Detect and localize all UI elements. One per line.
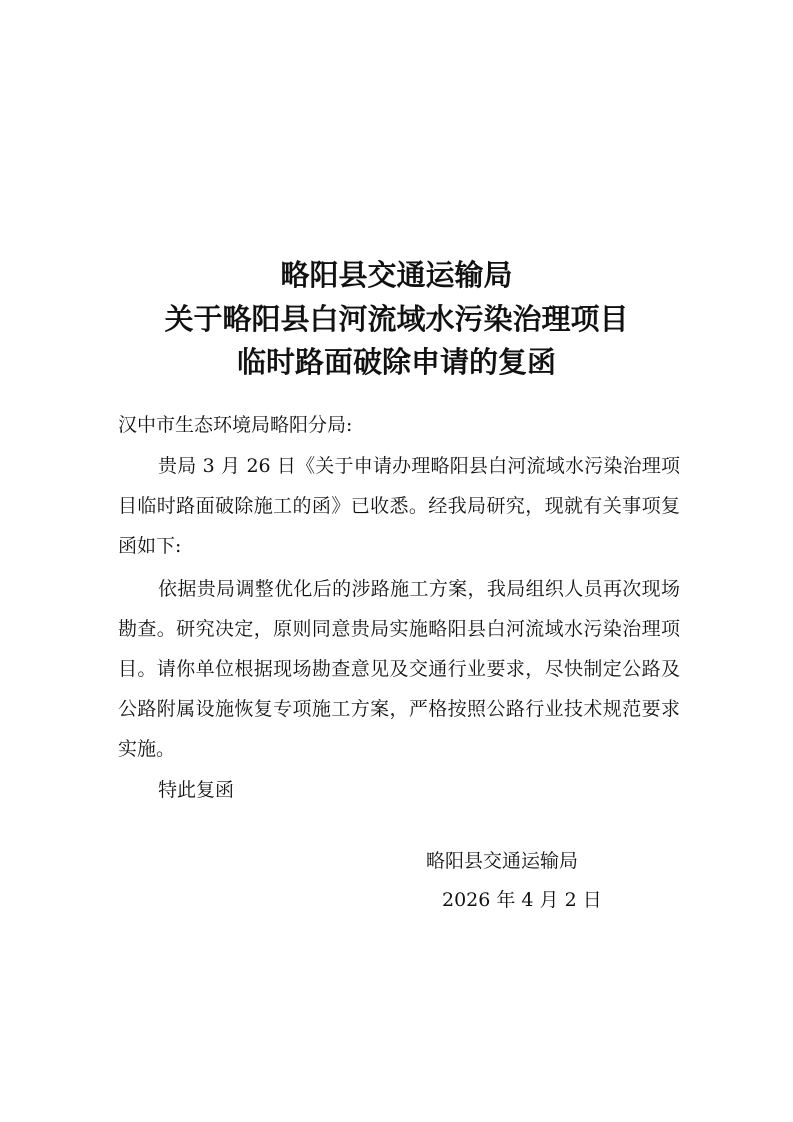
signature-organization: 略阳县交通运输局 [426, 850, 579, 872]
document-title-line-3: 临时路面破除申请的复函 [236, 345, 556, 379]
body-paragraph-2: 依据贵局调整优化后的涉路施工方案，我局组织人员再次现场勘查。研究决定，原则同意贵局实施略阳县白河流域水污染治理项目。请你单位根据现场勘查意见及交通行业要求，尽快制定公路及公路附属设施恢复专项施工方案，严格按照公路行业技术规范要求实施。 [118, 578, 680, 760]
signature-date: 2026 年 4 月 2 日 [442, 889, 602, 911]
document-title-line-1: 略阳县交通运输局 [280, 258, 513, 292]
closing-line: 特此复函 [158, 779, 235, 801]
body-paragraph-1: 贵局 3 月 26 日《关于申请办理略阳县白河流域水污染治理项目临时路面破除施工的函》已收悉。经我局研究，现就有关事项复函如下: [118, 455, 680, 557]
document-title-line-2: 关于略阳县白河流域水污染治理项目 [164, 302, 629, 336]
salutation: 汉中市生态环境局略阳分局: [118, 414, 353, 436]
